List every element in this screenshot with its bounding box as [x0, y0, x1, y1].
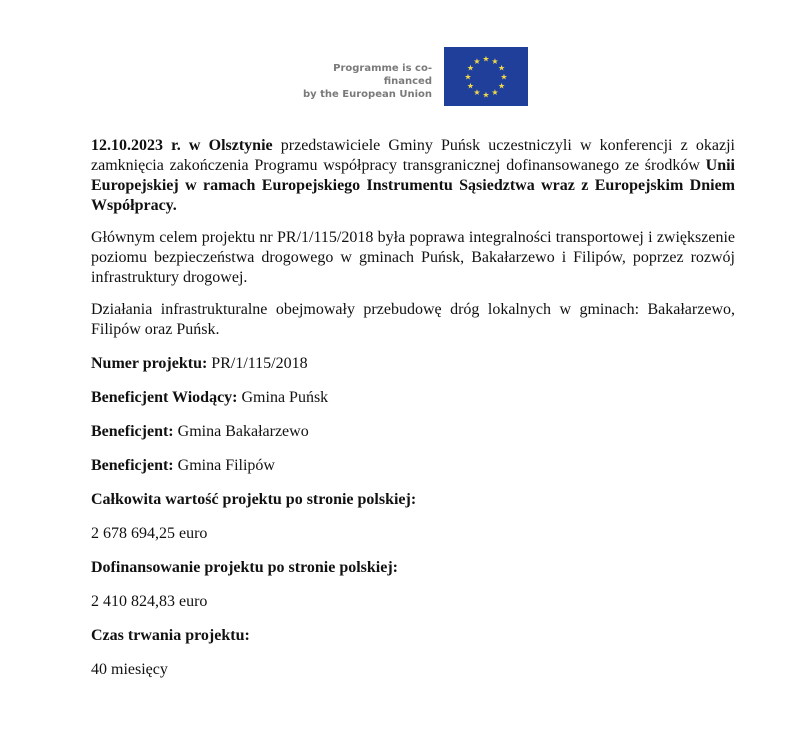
star-icon: ★ [498, 81, 506, 91]
detail-label: Beneficjent: [91, 457, 174, 474]
detail-value: PR/1/115/2018 [207, 355, 308, 372]
total-value-label [91, 490, 735, 510]
duration-value: 40 miesięcy [91, 661, 168, 678]
detail-label: Beneficjent: [91, 423, 174, 440]
star-icon: ★ [473, 88, 481, 98]
detail-value: Gmina Puńsk [237, 389, 329, 406]
star-icon: ★ [500, 72, 508, 82]
document-body [91, 136, 735, 680]
eu-cofinancing-logo [0, 0, 797, 120]
star-icon: ★ [466, 81, 474, 91]
star-icon: ★ [473, 56, 481, 66]
detail-value: Gmina Bakałarzewo [173, 423, 309, 440]
duration-label-text: Czas trwania projektu: [91, 627, 250, 644]
detail-label: Beneficjent Wiodący: [91, 389, 238, 406]
star-icon: ★ [466, 63, 474, 73]
star-icon: ★ [491, 88, 499, 98]
detail-value: Gmina Filipów [173, 457, 275, 474]
cofinancing-line-1: Programme is co-financed [333, 63, 432, 87]
duration-label [91, 626, 735, 646]
intro-paragraph [91, 136, 735, 216]
goal-paragraph: Głównym celem projektu nr PR/1/115/2018 była poprawa integralności transportowej i zwiększenie poziomu bezpieczeństwa drogowego w gminach Puńsk, Bakałarzewo i Filipów, poprzez rozwój infrastruktury drogowej. [91, 229, 735, 286]
intro-bold-line: Unii Europejskiej w ramach Europejskiego Instrumentu Sąsiedztwa wraz z [91, 157, 735, 194]
star-icon: ★ [482, 54, 490, 64]
star-icon: ★ [482, 90, 490, 100]
funding-label [91, 558, 735, 578]
detail-lead-beneficiary [91, 388, 735, 408]
intro-date-place: 12.10.2023 r. w Olsztynie [91, 137, 273, 154]
detail-beneficiary [91, 422, 735, 442]
total-value-amount: 2 678 694,25 euro [91, 525, 208, 542]
intro-text: przedstawiciele Gminy Puńsk uczestniczyli w konferencji z okazji zamknięcia zakończenia Programu współpracy transgranicznej dofinansowanego ze środków [91, 137, 735, 174]
detail-label: Numer projektu: [91, 355, 208, 372]
star-icon: ★ [464, 72, 472, 82]
star-icon: ★ [498, 63, 506, 73]
detail-beneficiary [91, 456, 735, 476]
detail-project-number [91, 354, 735, 374]
eu-flag-icon [444, 47, 528, 106]
total-value-label-text: Całkowita wartość projektu po stronie polskiej: [91, 491, 417, 508]
star-icon: ★ [491, 56, 499, 66]
funding-amount: 2 410 824,83 euro [91, 593, 208, 610]
cofinancing-text [296, 62, 432, 101]
funding-label-text: Dofinansowanie projektu po stronie polskiej: [91, 559, 398, 576]
cofinancing-line-2: by the European Union [302, 89, 432, 100]
actions-paragraph: Działania infrastrukturalne obejmowały przebudowę dróg lokalnych w gminach: Bakałarzewo, Filipów oraz Puńsk. [91, 301, 735, 338]
intro-bold-end: Europejskim Dniem Współpracy. [91, 177, 736, 214]
